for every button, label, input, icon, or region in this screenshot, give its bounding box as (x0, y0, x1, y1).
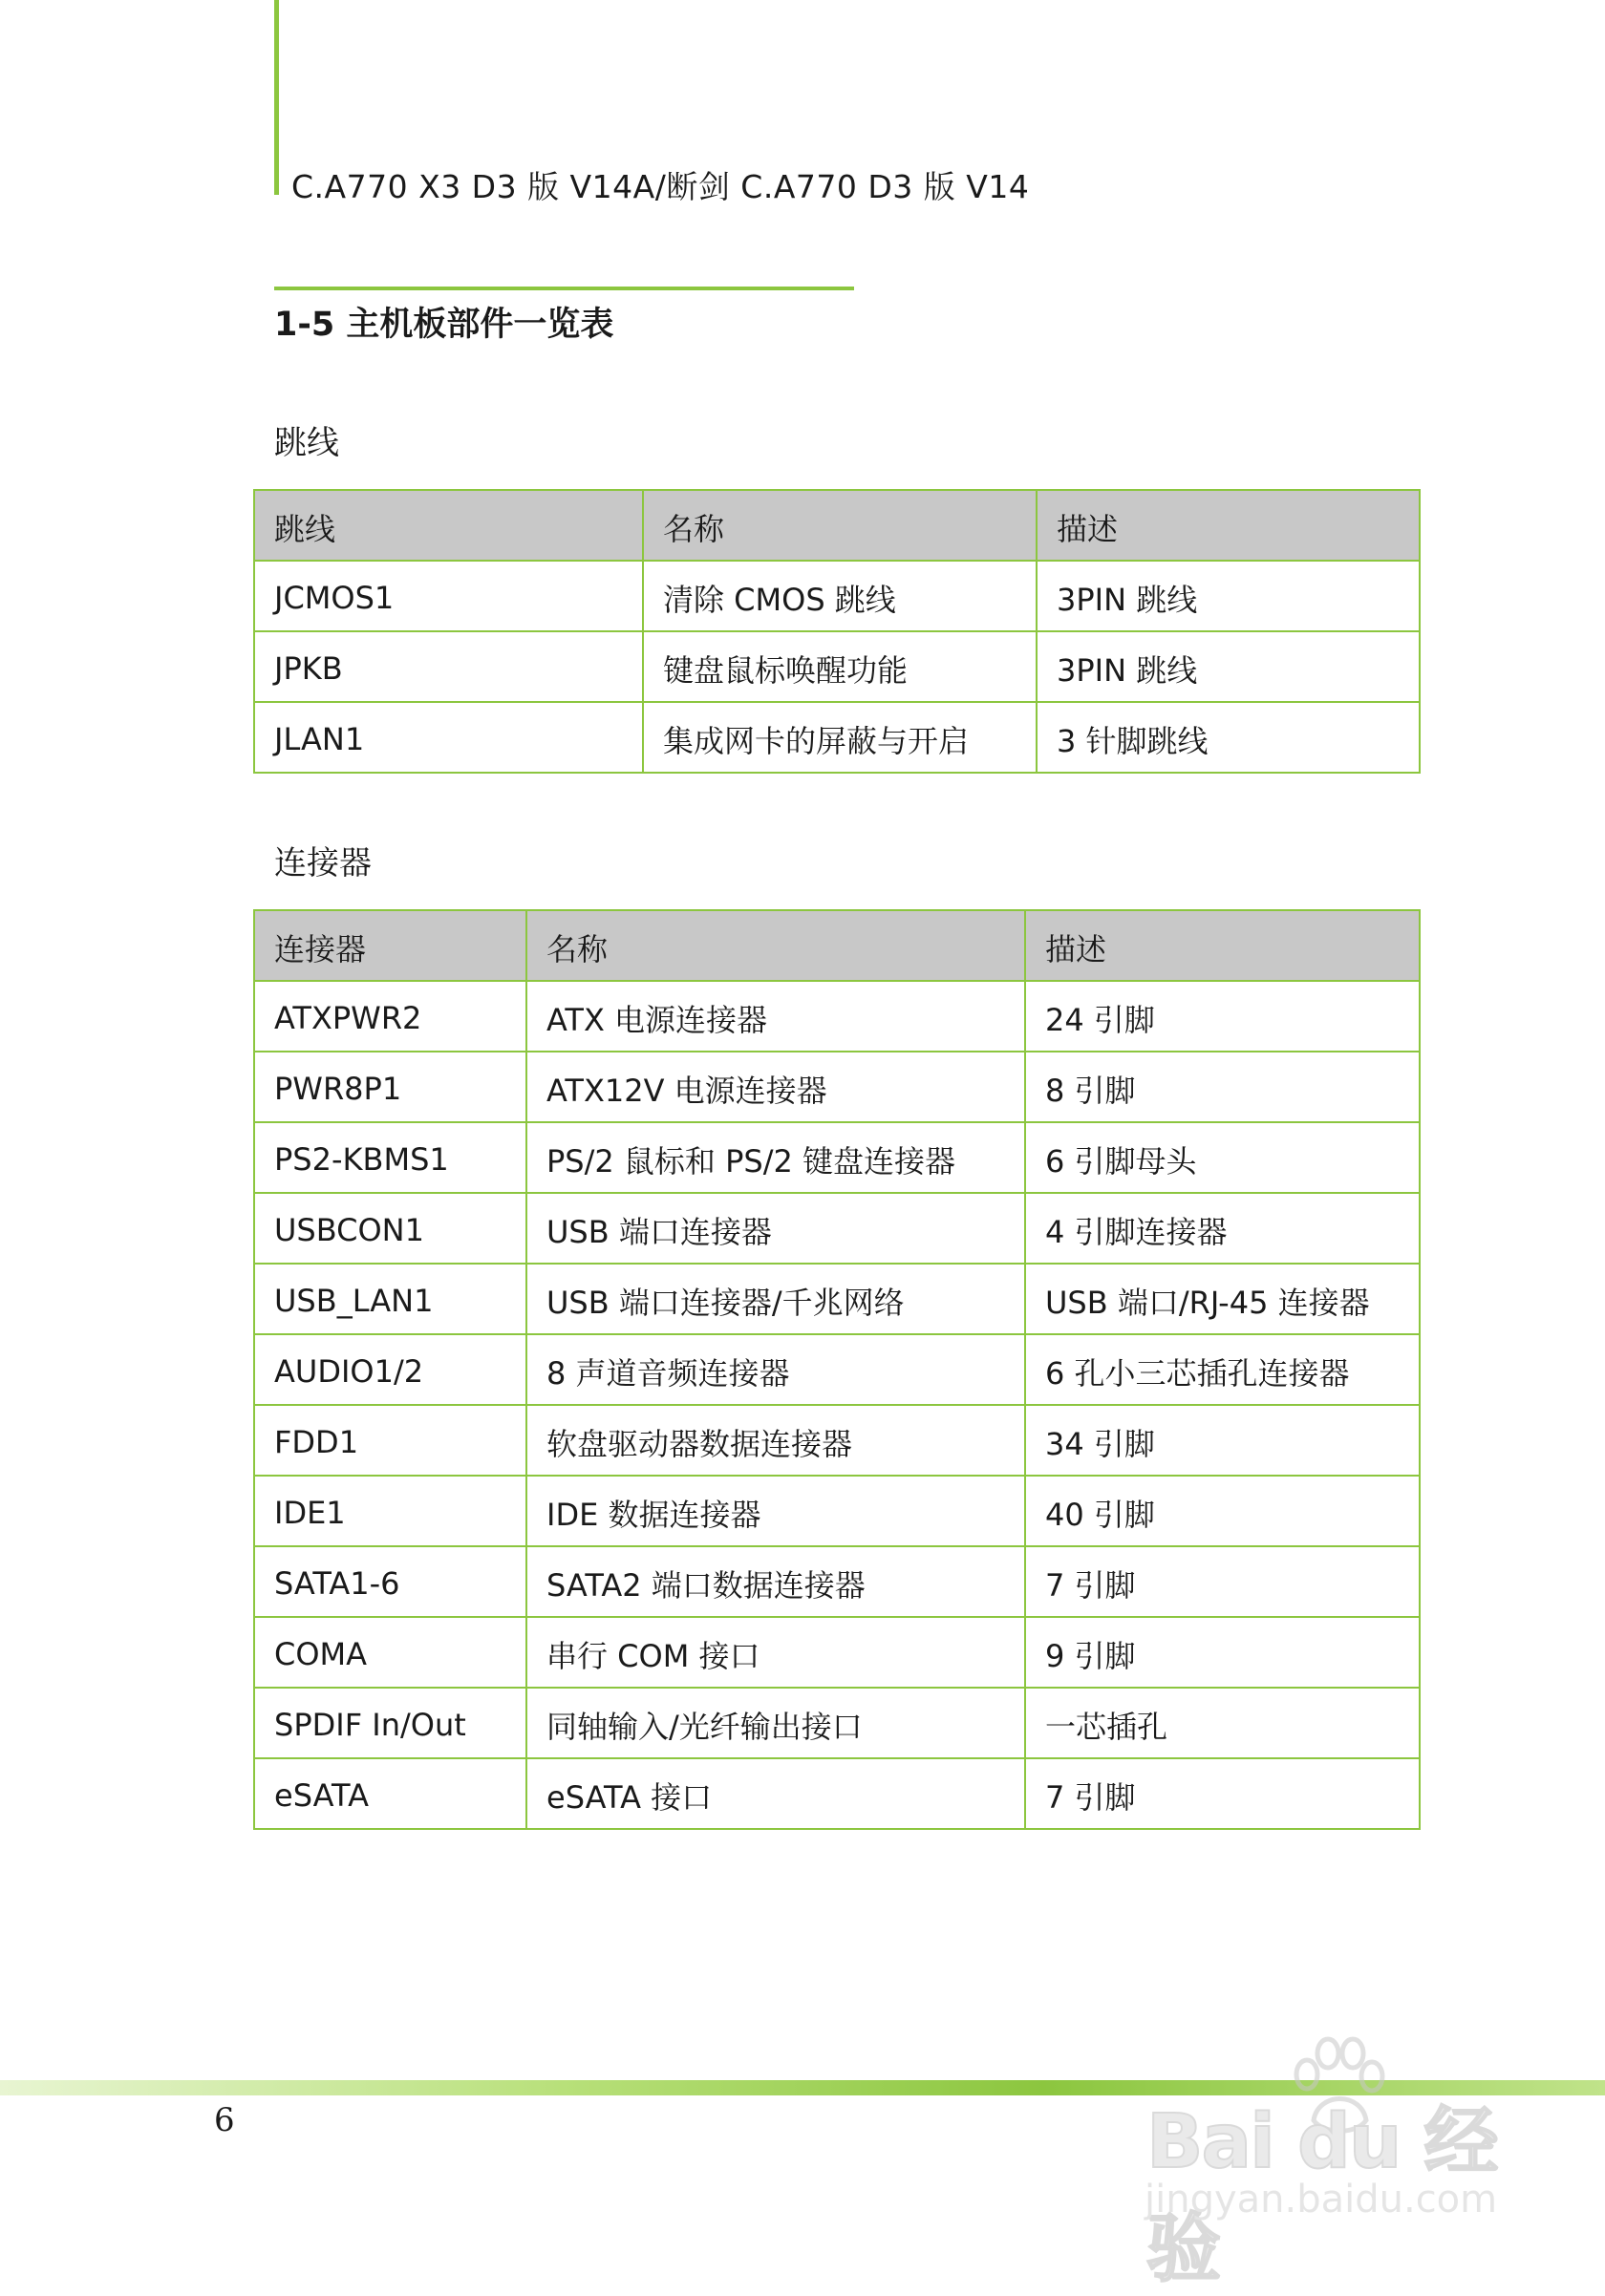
table-cell: 一芯插孔 (1025, 1688, 1420, 1758)
table-cell: SPDIF In/Out (254, 1688, 526, 1758)
table-cell: PWR8P1 (254, 1052, 526, 1122)
column-header: 名称 (643, 490, 1037, 561)
table-cell: FDD1 (254, 1405, 526, 1476)
table-cell: 4 引脚连接器 (1025, 1193, 1420, 1264)
table-cell: 6 引脚母头 (1025, 1122, 1420, 1193)
column-header: 描述 (1025, 910, 1420, 981)
table-cell: 24 引脚 (1025, 981, 1420, 1052)
table-cell: USB_LAN1 (254, 1264, 526, 1334)
table-header-row (254, 490, 1420, 561)
table-cell: ATXPWR2 (254, 981, 526, 1052)
table-cell: 键盘鼠标唤醒功能 (643, 631, 1037, 702)
table-cell: 3 针脚跳线 (1037, 702, 1420, 773)
table-cell: 同轴输入/光纤输出接口 (526, 1688, 1025, 1758)
table-header-row (254, 910, 1420, 981)
table-cell: AUDIO1/2 (254, 1334, 526, 1405)
connectors-heading: 连接器 (274, 844, 372, 882)
table-cell: 7 引脚 (1025, 1758, 1420, 1829)
watermark-logo: Bai du 经验 (1146, 2099, 1497, 2292)
table-row (254, 1476, 1420, 1546)
connectors-table (253, 909, 1421, 1830)
table-cell: IDE 数据连接器 (526, 1476, 1025, 1546)
table-cell: 清除 CMOS 跳线 (643, 561, 1037, 631)
section-title: 1-5 主机板部件一览表 (274, 306, 614, 344)
watermark (1137, 2034, 1538, 2292)
table-row (254, 1546, 1420, 1617)
table-cell: 3PIN 跳线 (1037, 561, 1420, 631)
table-cell: 9 引脚 (1025, 1617, 1420, 1688)
table-row (254, 702, 1420, 773)
table-row (254, 1688, 1420, 1758)
column-header: 连接器 (254, 910, 526, 981)
table-row (254, 631, 1420, 702)
header-accent-bar (274, 0, 279, 195)
table-cell: SATA2 端口数据连接器 (526, 1546, 1025, 1617)
document-title: C.A770 X3 D3 版 V14A/断剑 C.A770 D3 版 V14 (291, 168, 1030, 205)
table-cell: USB 端口连接器 (526, 1193, 1025, 1264)
table-cell: JCMOS1 (254, 561, 643, 631)
watermark-url: jingyan.baidu.com (1145, 2178, 1498, 2222)
table-cell: JLAN1 (254, 702, 643, 773)
table-cell: PS/2 鼠标和 PS/2 键盘连接器 (526, 1122, 1025, 1193)
table-cell: IDE1 (254, 1476, 526, 1546)
table-row (254, 1264, 1420, 1334)
table-cell: USBCON1 (254, 1193, 526, 1264)
table-cell: USB 端口/RJ-45 连接器 (1025, 1264, 1420, 1334)
table-row (254, 1052, 1420, 1122)
table-cell: JPKB (254, 631, 643, 702)
table-cell: USB 端口连接器/千兆网络 (526, 1264, 1025, 1334)
table-cell: 8 引脚 (1025, 1052, 1420, 1122)
table-cell: 6 孔小三芯插孔连接器 (1025, 1334, 1420, 1405)
table-cell: PS2-KBMS1 (254, 1122, 526, 1193)
table-row (254, 561, 1420, 631)
table-row (254, 1334, 1420, 1405)
table-row (254, 1405, 1420, 1476)
table-row (254, 1758, 1420, 1829)
table-cell: COMA (254, 1617, 526, 1688)
table-cell: 8 声道音频连接器 (526, 1334, 1025, 1405)
table-cell: SATA1-6 (254, 1546, 526, 1617)
table-cell: ATX 电源连接器 (526, 981, 1025, 1052)
table-cell: ATX12V 电源连接器 (526, 1052, 1025, 1122)
table-cell: 集成网卡的屏蔽与开启 (643, 702, 1037, 773)
table-cell: 40 引脚 (1025, 1476, 1420, 1546)
table-cell: 7 引脚 (1025, 1546, 1420, 1617)
page-number: 6 (214, 2101, 235, 2139)
table-row (254, 1617, 1420, 1688)
column-header: 名称 (526, 910, 1025, 981)
jumpers-table (253, 489, 1421, 774)
table-row (254, 1193, 1420, 1264)
table-cell: 串行 COM 接口 (526, 1617, 1025, 1688)
table-row (254, 981, 1420, 1052)
table-cell: 34 引脚 (1025, 1405, 1420, 1476)
table-row (254, 1122, 1420, 1193)
jumpers-heading: 跳线 (274, 424, 339, 462)
column-header: 跳线 (254, 490, 643, 561)
table-cell: eSATA (254, 1758, 526, 1829)
table-cell: 3PIN 跳线 (1037, 631, 1420, 702)
column-header: 描述 (1037, 490, 1420, 561)
table-cell: eSATA 接口 (526, 1758, 1025, 1829)
table-cell: 软盘驱动器数据连接器 (526, 1405, 1025, 1476)
section-divider (274, 287, 854, 290)
